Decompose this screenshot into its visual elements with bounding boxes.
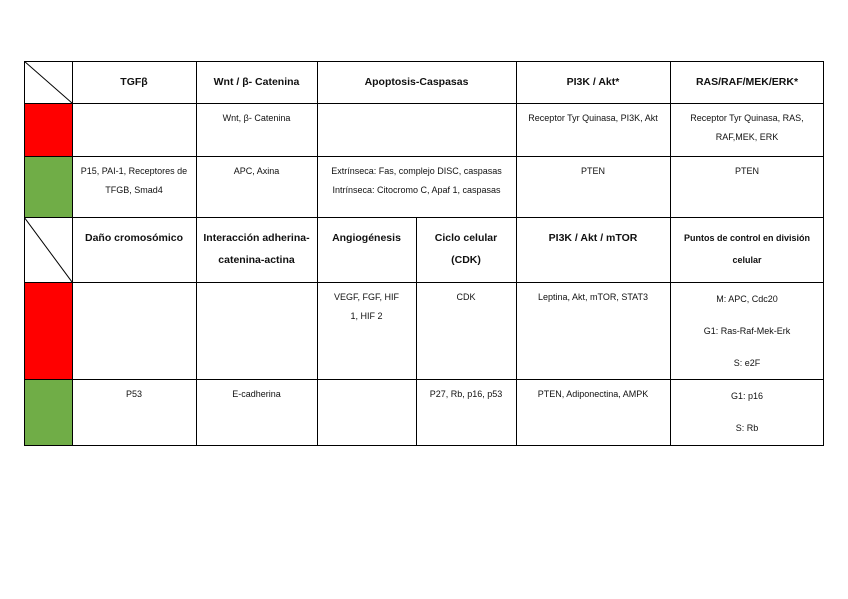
grid-line <box>24 379 824 380</box>
pathway-table <box>24 61 824 446</box>
table-cell: VEGF, FGF, HIF 1, HIF 2 <box>333 292 399 321</box>
grid-line <box>516 61 517 446</box>
grid-line <box>670 61 671 446</box>
header-pi3k-akt-mtor: PI3K / Akt / mTOR <box>548 232 638 244</box>
grid-line <box>416 217 417 446</box>
grid-line <box>72 61 73 446</box>
table-cell: E-cadherina <box>232 389 281 399</box>
grid-line <box>24 282 824 283</box>
grid-line <box>24 217 824 218</box>
header-wnt: Wnt / β- Catenina <box>213 76 300 88</box>
grid-line <box>24 61 824 62</box>
table-cell: Extrínseca: Fas, complejo DISC, caspasas Intrínseca: Citocromo C, Apaf 1, caspasas <box>331 166 502 195</box>
table-cell: PTEN <box>734 166 759 176</box>
table-cell: Receptor Tyr Quinasa, PI3K, Akt <box>528 113 658 123</box>
header-tgfb: TGFβ <box>120 76 148 88</box>
diagonal-corner-cell <box>24 217 72 282</box>
table-cell: Receptor Tyr Quinasa, RAS, RAF,MEK, ERK <box>690 113 804 142</box>
table-cell: G1: p16 S: Rb <box>730 391 764 433</box>
header-ciclo-celular: Ciclo celular (CDK) <box>434 232 498 266</box>
header-apoptosis: Apoptosis-Caspasas <box>364 76 469 88</box>
table-cell: PTEN <box>580 166 605 176</box>
grid-line <box>196 61 197 446</box>
table-cell <box>196 282 317 379</box>
grid-line <box>317 61 318 446</box>
table-cell <box>317 103 516 156</box>
header-puntos-control: Puntos de control en división celular <box>683 233 810 265</box>
table-cell: M: APC, Cdc20 G1: Ras-Raf-Mek-Erk S: e2F <box>703 294 791 368</box>
table-cell: P15, PAI-1, Receptores de TFGB, Smad4 <box>80 166 188 195</box>
table-cell <box>317 379 416 446</box>
diagonal-corner-cell <box>24 61 72 103</box>
green-indicator <box>24 156 72 217</box>
table-cell <box>72 103 196 156</box>
table-cell: Wnt, β- Catenina <box>222 113 291 123</box>
green-indicator <box>24 379 72 446</box>
grid-line <box>823 61 824 446</box>
grid-line <box>24 445 824 446</box>
red-indicator <box>24 282 72 379</box>
header-interaccion: Interacción adherina-catenina-actina <box>203 232 310 266</box>
table-cell: CDK <box>456 292 476 302</box>
table-cell: PTEN, Adiponectina, AMPK <box>537 389 649 399</box>
table-cell <box>72 282 196 379</box>
grid-line <box>24 61 25 446</box>
header-dano-cromosomico: Daño cromosómico <box>84 232 184 244</box>
header-pi3k-akt: PI3K / Akt* <box>566 76 620 88</box>
grid-line <box>24 103 824 104</box>
table-cell: APC, Axina <box>233 166 280 176</box>
table-cell: P53 <box>125 389 142 399</box>
grid-line <box>24 156 824 157</box>
table-cell: Leptina, Akt, mTOR, STAT3 <box>537 292 649 302</box>
red-indicator <box>24 103 72 156</box>
header-angiogenesis: Angiogénesis <box>332 232 401 244</box>
table-cell: P27, Rb, p16, p53 <box>429 389 503 399</box>
header-ras-raf: RAS/RAF/MEK/ERK* <box>695 76 799 88</box>
